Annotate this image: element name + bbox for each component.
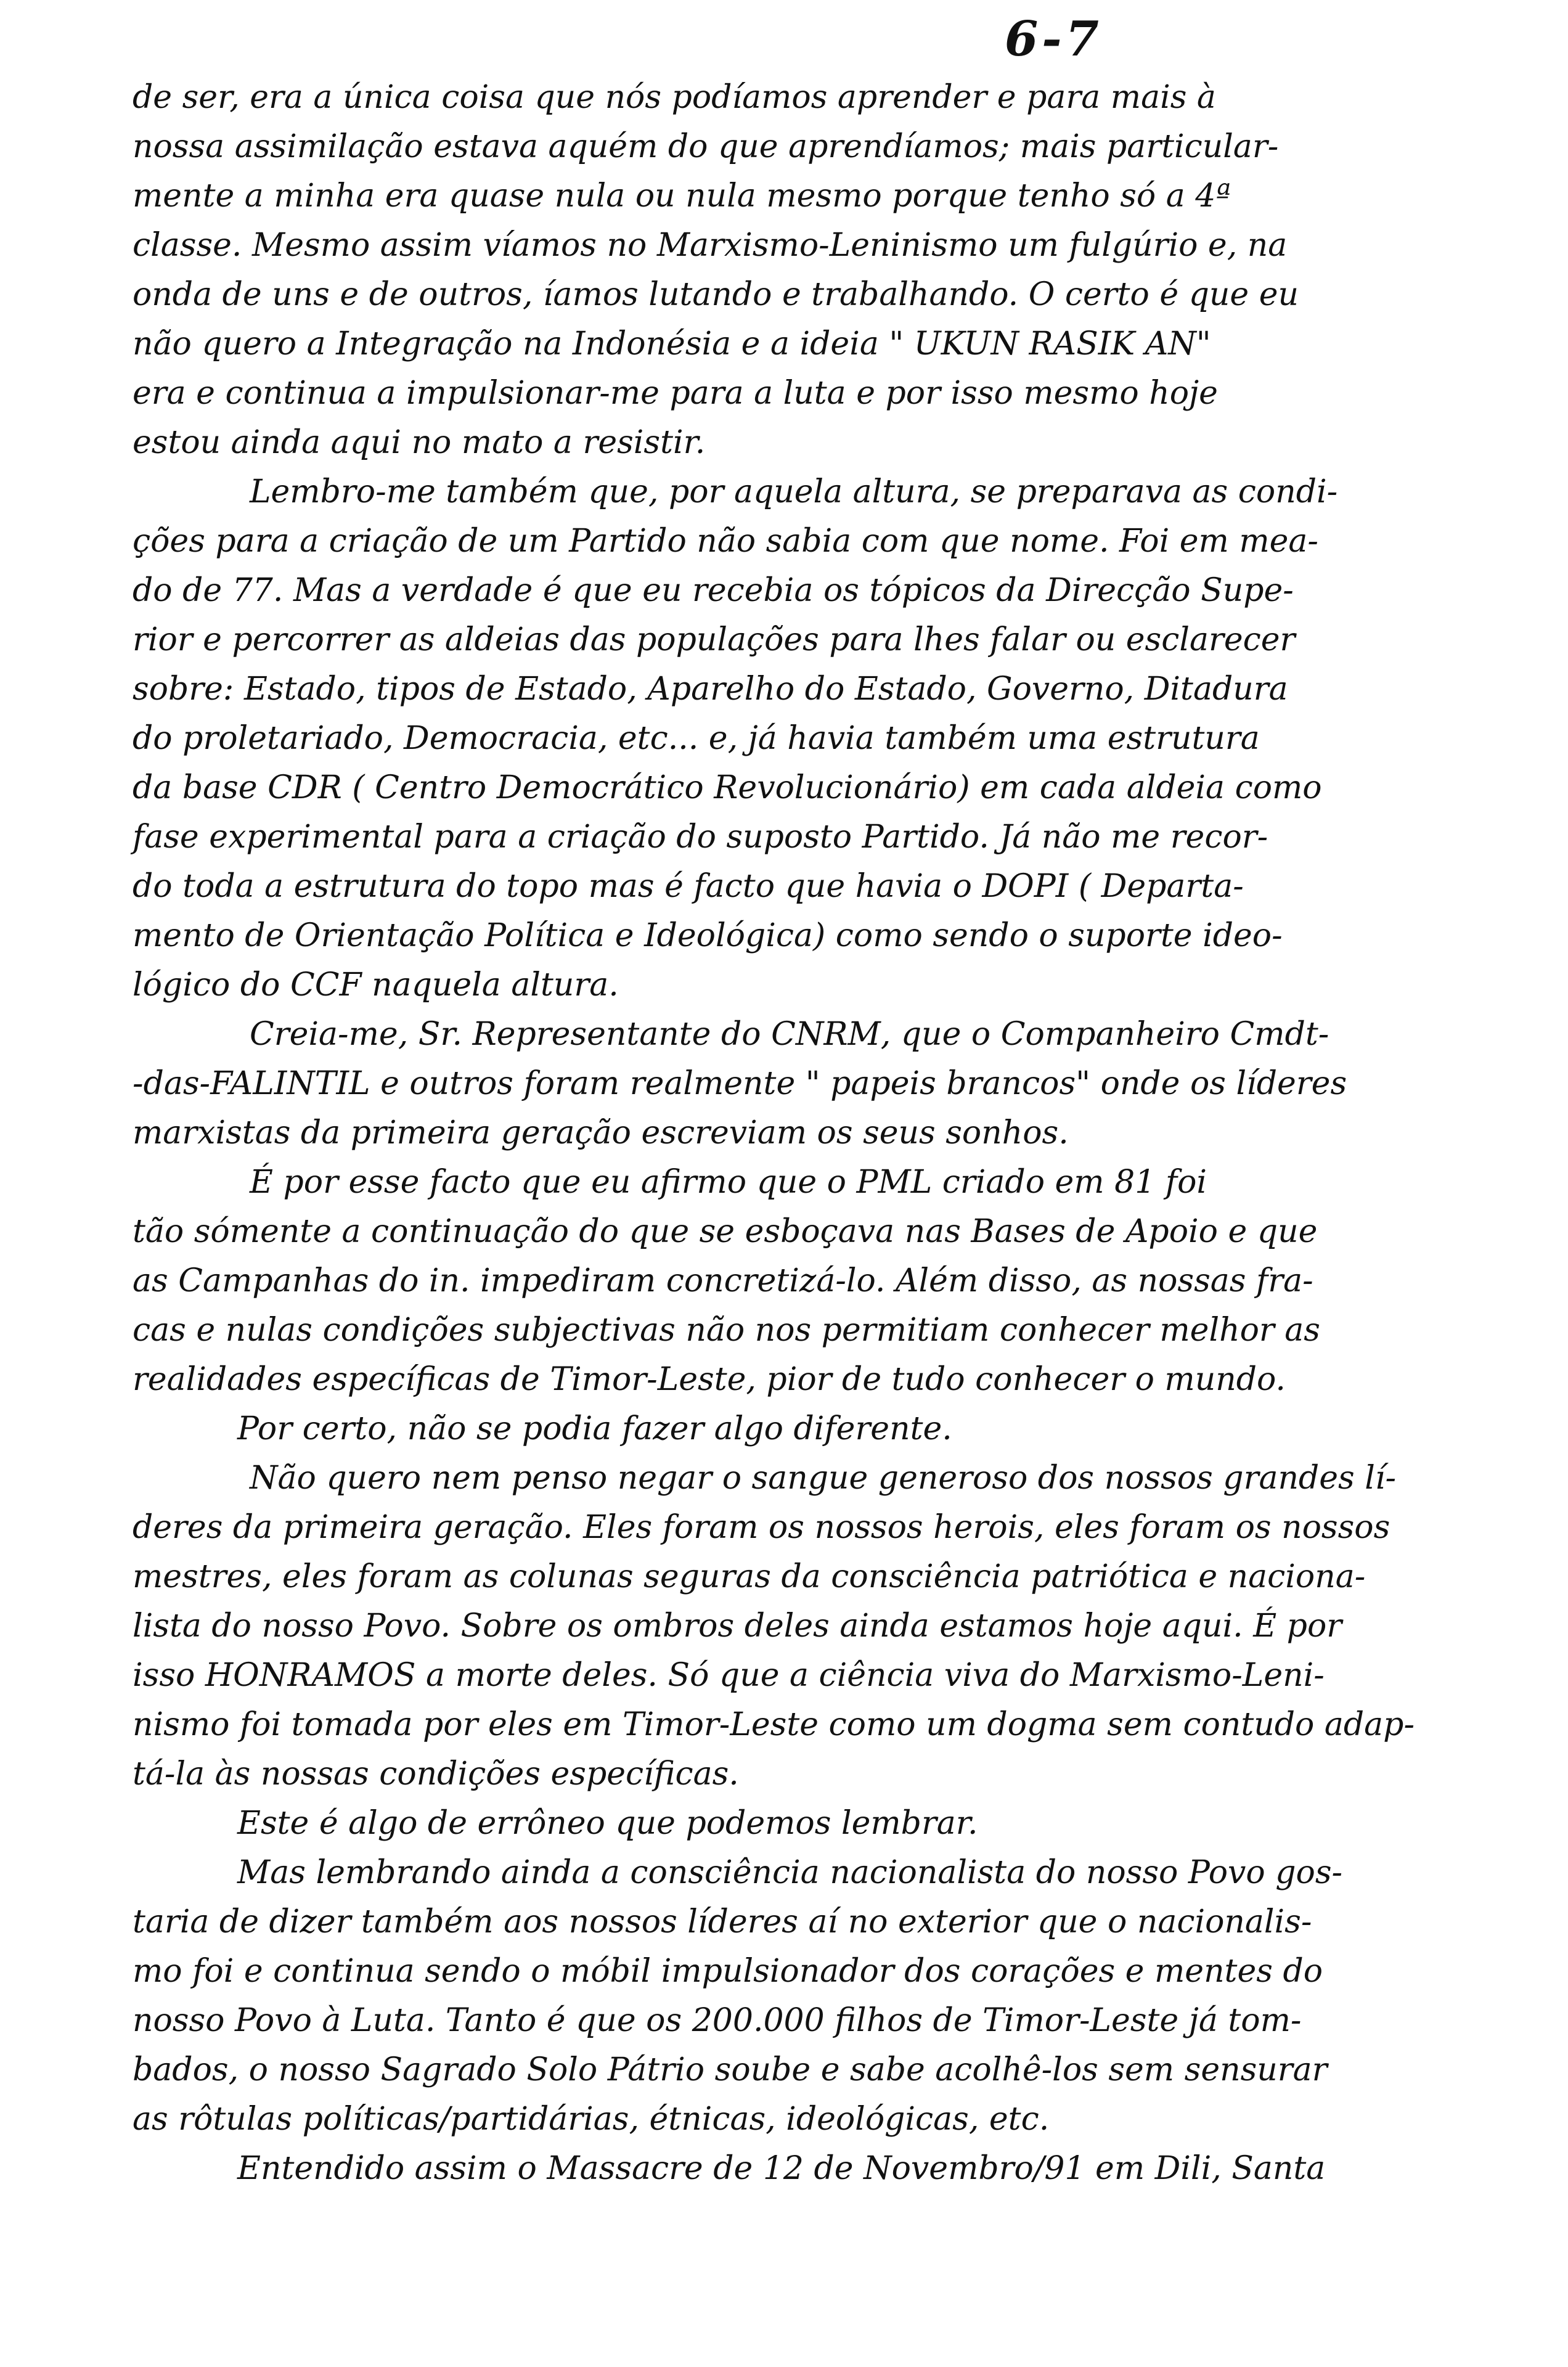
text-line: onda de uns e de outros, íamos lutando e trabalhando. O certo é que eu <box>133 276 1299 313</box>
text-line: tão sómente a continuação do que se esboçava nas Bases de Apoio e que <box>133 1213 1318 1250</box>
text-line: rior e percorrer as aldeias das populações para lhes falar ou esclarecer <box>133 621 1296 658</box>
text-line: de ser, era a única coisa que nós podíamos aprender e para mais à <box>133 79 1216 116</box>
text-line: nosso Povo à Luta. Tanto é que os 200.000 filhos de Timor-Leste já tom- <box>133 2002 1302 2039</box>
text-line: taria de dizer também aos nossos líderes aí no exterior que o nacionalis- <box>133 1903 1312 1940</box>
text-line: cas e nulas condições subjectivas não nos permitiam conhecer melhor as <box>133 1312 1320 1349</box>
text-line: deres da primeira geração. Eles foram os nossos herois, eles foram os nossos <box>133 1509 1390 1546</box>
text-line: as rôtulas políticas/partidárias, étnicas, ideológicas, etc. <box>133 2101 1050 2138</box>
text-line: lógico do CCF naquela altura. <box>133 967 619 1004</box>
paragraph-start-line: Este é algo de errôneo que podemos lembrar. <box>237 1805 978 1842</box>
text-line: mento de Orientação Política e Ideológica) como sendo o suporte ideo- <box>133 917 1283 954</box>
text-line: não quero a Integração na Indonésia e a ideia " UKUN RASIK AN" <box>133 325 1211 362</box>
text-line: bados, o nosso Sagrado Solo Pátrio soube e sabe acolhê-los sem sensurar <box>133 2051 1328 2088</box>
text-line: do toda a estrutura do topo mas é facto que havia o DOPI ( Departa- <box>133 868 1244 905</box>
text-line: fase experimental para a criação do suposto Partido. Já não me recor- <box>133 819 1268 856</box>
text-line: do de 77. Mas a verdade é que eu recebia os tópicos da Direcção Supe- <box>133 572 1294 609</box>
text-line: classe. Mesmo assim víamos no Marxismo-Leninismo um fulgúrio e, na <box>133 227 1288 264</box>
text-line: lista do nosso Povo. Sobre os ombros deles ainda estamos hoje aqui. É por <box>133 1608 1342 1645</box>
text-line: estou ainda aqui no mato a resistir. <box>133 424 706 461</box>
text-line: era e continua a impulsionar-me para a luta e por isso mesmo hoje <box>133 375 1218 412</box>
paragraph-start-line: É por esse facto que eu afirmo que o PML criado em 81 foi <box>250 1164 1207 1201</box>
text-line: tá-la às nossas condições específicas. <box>133 1756 739 1793</box>
paragraph-start-line: Mas lembrando ainda a consciência nacionalista do nosso Povo gos- <box>237 1854 1343 1891</box>
paragraph-start-line: Lembro-me também que, por aquela altura, se preparava as condi- <box>250 473 1338 510</box>
text-line: marxistas da primeira geração escreviam os seus sonhos. <box>133 1114 1069 1151</box>
text-line: nismo foi tomada por eles em Timor-Leste como um dogma sem contudo adap- <box>133 1706 1415 1743</box>
text-line: -das-FALINTIL e outros foram realmente " papeis brancos" onde os líderes <box>133 1065 1347 1102</box>
text-line: do proletariado, Democracia, etc... e, já havia também uma estrutura <box>133 720 1260 757</box>
paragraph-start-line: Não quero nem penso negar o sangue generoso dos nossos grandes lí- <box>250 1460 1397 1497</box>
text-line: isso HONRAMOS a morte deles. Só que a ciência viva do Marxismo-Leni- <box>133 1657 1325 1694</box>
letter-body <box>133 73 1507 2193</box>
text-line: da base CDR ( Centro Democrático Revolucionário) em cada aldeia como <box>133 769 1322 806</box>
text-line: nossa assimilação estava aquém do que aprendíamos; mais particular- <box>133 128 1279 165</box>
text-line: mestres, eles foram as colunas seguras da consciência patriótica e naciona- <box>133 1558 1366 1595</box>
paragraph-start-line: Entendido assim o Massacre de 12 de Novembro/91 em Dili, Santa <box>237 2150 1326 2187</box>
text-line: mente a minha era quase nula ou nula mesmo porque tenho só a 4ª <box>133 178 1231 215</box>
text-line: ções para a criação de um Partido não sabia com que nome. Foi em mea- <box>133 523 1318 560</box>
text-line: mo foi e continua sendo o móbil impulsionador dos corações e mentes do <box>133 1953 1323 1990</box>
text-line: sobre: Estado, tipos de Estado, Aparelho do Estado, Governo, Ditadura <box>133 671 1288 708</box>
paragraph-start-line: Por certo, não se podia fazer algo diferente. <box>237 1410 952 1447</box>
text-line: realidades específicas de Timor-Leste, pior de tudo conhecer o mundo. <box>133 1361 1286 1398</box>
text-line: as Campanhas do in. impediram concretizá-lo. Além disso, as nossas fra- <box>133 1262 1313 1299</box>
page-number: 6-7 <box>1005 11 1103 67</box>
paragraph-start-line: Creia-me, Sr. Representante do CNRM, que o Companheiro Cmdt- <box>250 1016 1329 1053</box>
